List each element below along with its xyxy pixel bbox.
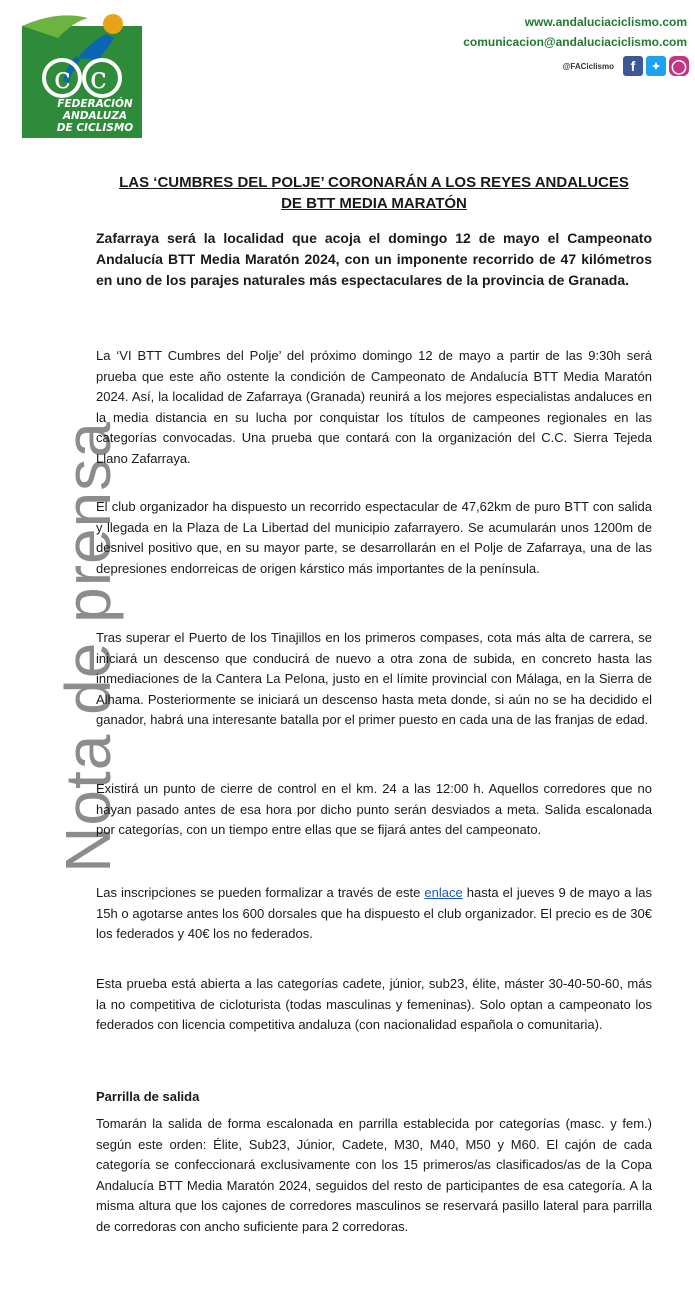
social-bar <box>563 56 689 76</box>
section-heading: Parrilla de salida <box>96 1089 200 1104</box>
title-line-1: LAS ‘CUMBRES DEL POLJE’ CORONARÁN A LOS REYES ANDALUCES <box>119 174 629 191</box>
paragraph-5-text: Las inscripciones se pueden formalizar a través de este <box>96 885 425 900</box>
logo-text-line: FEDERACIÓN <box>57 98 133 110</box>
paragraph-4: Existirá un punto de cierre de control en el km. 24 a las 12:00 h. Aquellos corredores que no hayan pasado antes de esa hora por dicho punto serán desviados a meta. Salida escalonada por categorías, con un tiempo entre ellas que se fijará antes del campeonato. <box>96 781 652 837</box>
logo-text <box>40 98 150 134</box>
page-title <box>96 172 652 214</box>
title-line-2: DE BTT MEDIA MARATÓN <box>281 195 467 212</box>
svg-text:c: c <box>90 61 107 96</box>
press-release-side-label: Nota de prensa <box>52 421 124 873</box>
instagram-icon[interactable]: ◯ <box>669 56 689 76</box>
paragraph-7: Tomarán la salida de forma escalonada en parrilla establecida por categorías (masc. y fem.) según este orden: Élite, Sub23, Júnior, Cadete, M30, M40, M50 y M60. El cajón de cada categoría se confeccionará exclusivamente con los 15 primeros/as clasificados/as de la Copa Andalucía BTT Media Maratón 2024, seguidos del resto de participantes de esa categoría. A la misma altura que los cajones de corredores masculinos se reservará pasillo lateral para parrilla de corredoras con ancho suficiente para 2 corredoras. <box>96 1116 652 1234</box>
email-link[interactable]: comunicacion@andaluciaciclismo.com <box>463 35 687 49</box>
paragraph-5-text-cont: hasta el jueves 9 de mayo a las 15h o agotarse antes los 600 dorsales que ha dispuesto el club organizador. El precio es de 30€ los federados y 40€ los no federados. <box>96 885 652 941</box>
twitter-icon[interactable]: ✦ <box>646 56 666 76</box>
website-link[interactable]: www.andaluciaciclismo.com <box>524 15 687 29</box>
social-handle: @FACiclismo <box>562 61 614 71</box>
paragraph-1: La ‘VI BTT Cumbres del Polje’ del próximo domingo 12 de mayo a partir de las 9:30h será prueba que este año ostente la condición de Campeonato de Andalucía BTT Media Maratón 2024. Así, la localidad de Zafarraya (Granada) reunirá a los mejores especialistas andaluces en la media distancia en su lucha por conquistar los títulos de campeones regionales en las categorías convocadas. Una prueba que contará con la organización del C.C. Sierra Tejeda Llano Zafarraya. <box>96 348 652 466</box>
paragraph-6: Esta prueba está abierta a las categorías cadete, júnior, sub23, élite, máster 30-40-50-60, más la no competitiva de cicloturista (todas masculinas y femeninas). Solo optan a campeonato los federados con licencia competitiva andaluza (con nacionalidad española o comunitaria). <box>96 976 652 1032</box>
logo-text-line: ANDALUZA <box>62 110 128 122</box>
paragraph-3: Tras superar el Puerto de los Tinajillos en los primeros compases, cota más alta de carrera, se iniciará un descenso que conducirá de nuevo a otra zona de subida, en concreto hasta las inmediaciones de la Cantera La Pelona, justo en el límite provincial con Málaga, en la Sierra de Alhama. Posteriormente se iniciará un descenso hasta meta donde, si aún no se ha decidido el ganador, habrá una interesante batalla por el primer puesto en cada una de las franjas de edad. <box>96 630 652 727</box>
contact-block <box>463 12 687 52</box>
logo-text-line: DE CICLISMO <box>56 122 134 134</box>
facebook-icon[interactable]: f <box>623 56 643 76</box>
lead-paragraph: Zafarraya será la localidad que acoja el domingo 12 de mayo el Campeonato Andalucía BTT Media Maratón 2024, con un imponente recorrido de 47 kilómetros en uno de los parajes naturales más espectaculares de la provincia de Granada. <box>96 230 652 288</box>
svg-text:c: c <box>54 61 71 96</box>
paragraph-2: El club organizador ha dispuesto un recorrido espectacular de 47,62km de puro BTT con salida y llegada en la Plaza de La Libertad del municipio zafarrayero. Se acumularán unos 1200m de desnivel positivo que, en su mayor parte, se desarrollarán en el Polje de Zafarraya, una de las depresiones endorreicas de origen kárstico más importantes de la península. <box>96 499 652 576</box>
paragraph-5 <box>96 883 652 945</box>
registration-link[interactable]: enlace <box>424 885 463 900</box>
